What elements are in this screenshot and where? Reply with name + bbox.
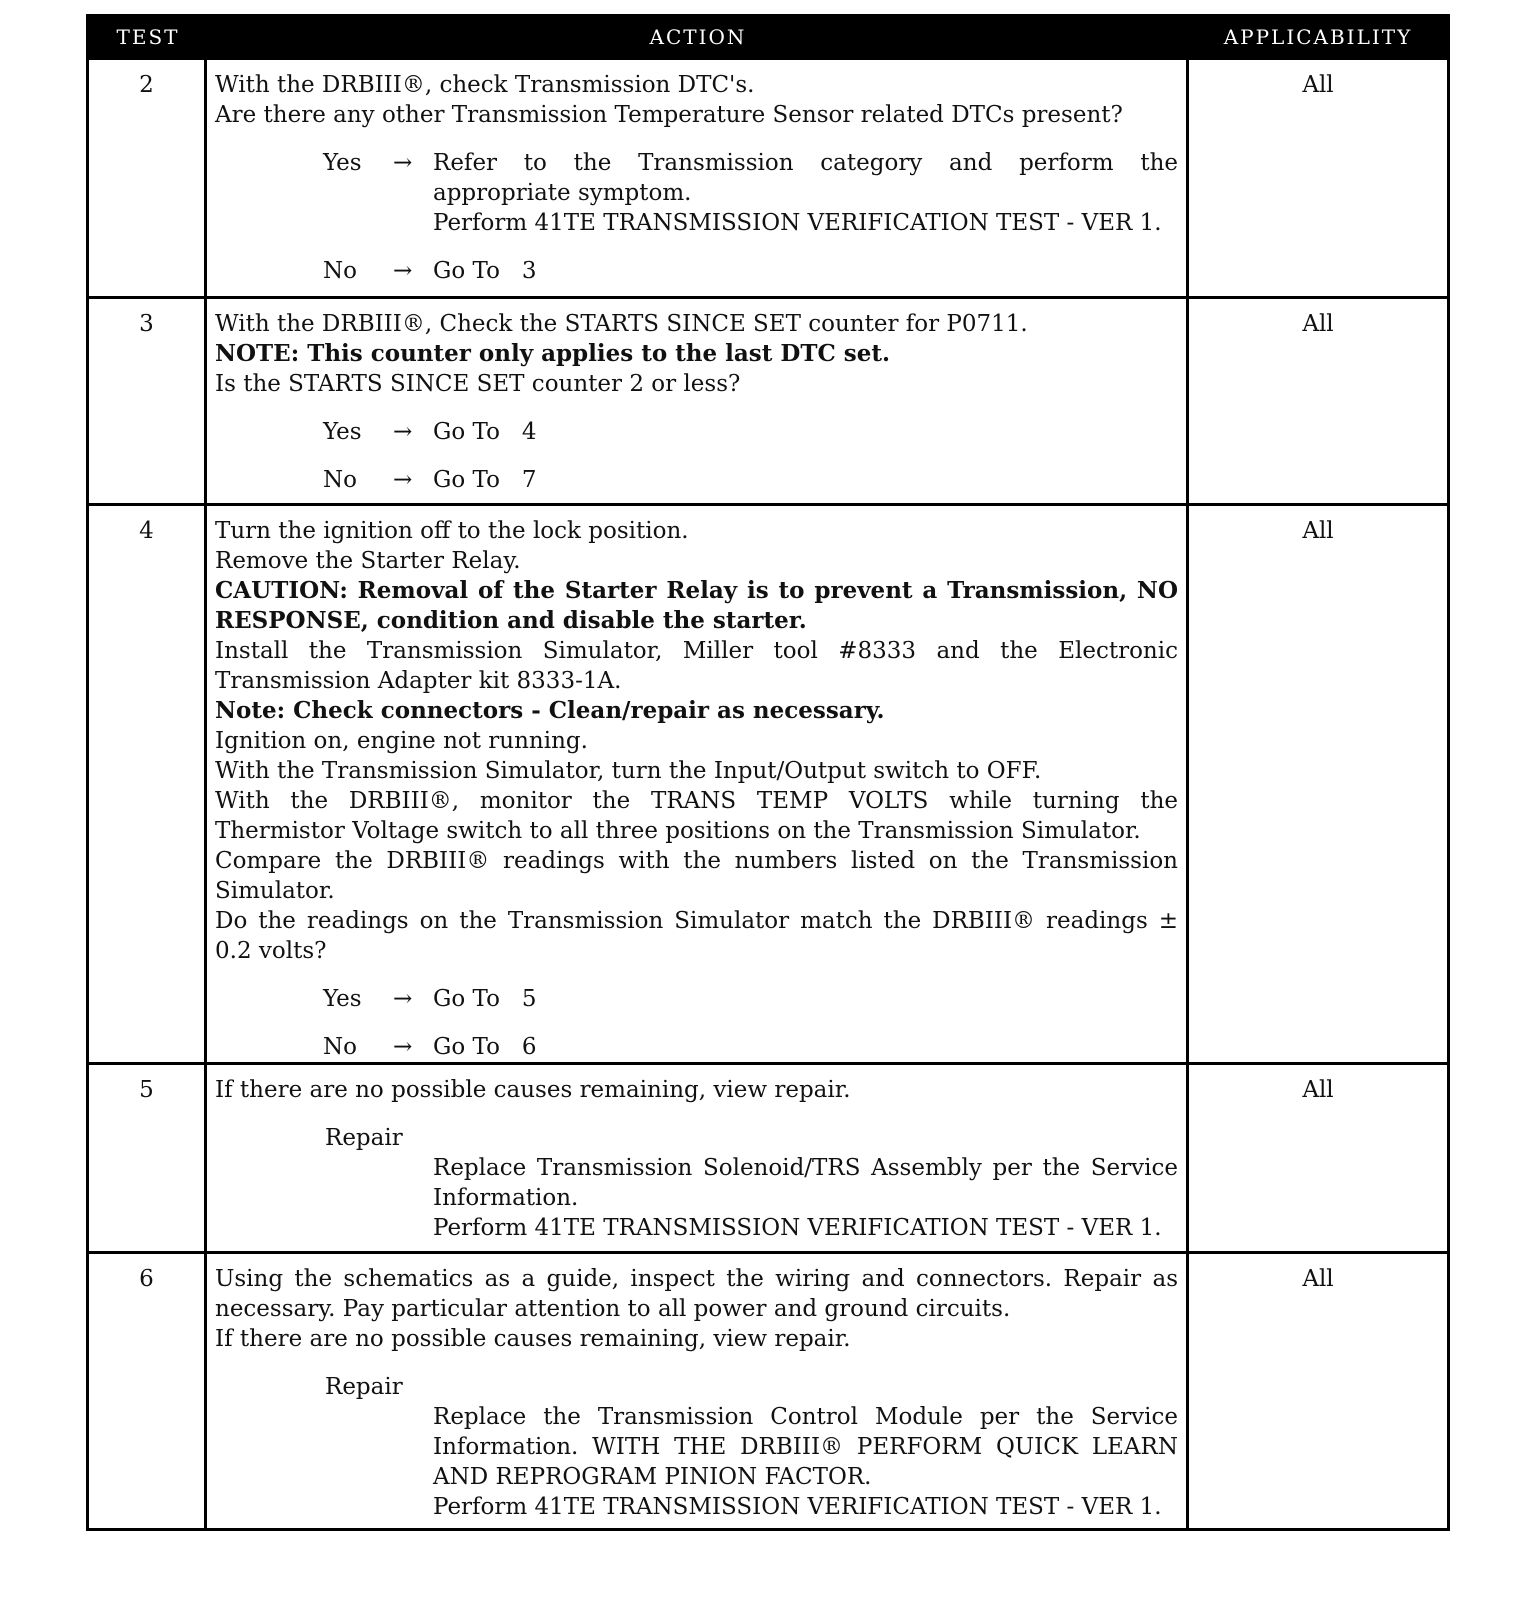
action-line: With the Transmission Simulator, turn the Input/Output switch to OFF. bbox=[215, 758, 1042, 784]
no-branch bbox=[215, 465, 1178, 495]
repair-label: Repair bbox=[325, 1374, 403, 1400]
no-label: No bbox=[323, 1034, 357, 1060]
no-label: No bbox=[323, 258, 357, 284]
no-branch bbox=[215, 1032, 1178, 1062]
test-number: 3 bbox=[89, 299, 207, 503]
arrow-icon: → bbox=[393, 467, 413, 493]
action-line: Are there any other Transmission Temperature Sensor related DTCs present? bbox=[215, 102, 1123, 128]
test-number: 4 bbox=[89, 506, 207, 1062]
action-line: Compare the DRBIII® readings with the numbers listed on the Transmission Simulator. bbox=[215, 848, 1178, 904]
action-line: If there are no possible causes remaining, view repair. bbox=[215, 1077, 851, 1103]
yes-branch bbox=[215, 417, 1178, 447]
arrow-icon: → bbox=[393, 1034, 413, 1060]
repair-body bbox=[433, 1153, 1178, 1243]
no-result: Go To 3 bbox=[433, 258, 537, 284]
yes-branch bbox=[215, 148, 1178, 238]
action-line: Ignition on, engine not running. bbox=[215, 728, 588, 754]
repair-line: Perform 41TE TRANSMISSION VERIFICATION TEST - VER 1. bbox=[433, 1215, 1162, 1241]
arrow-icon: → bbox=[393, 986, 413, 1012]
yes-result-line: Refer to the Transmission category and perform the appropriate symptom. bbox=[433, 150, 1178, 206]
action-line: Turn the ignition off to the lock position. bbox=[215, 518, 689, 544]
test-number: 2 bbox=[89, 60, 207, 296]
note-line: Note: Check connectors - Clean/repair as necessary. bbox=[215, 697, 885, 724]
action-line: If there are no possible causes remaining, view repair. bbox=[215, 1326, 851, 1352]
repair-body bbox=[433, 1402, 1178, 1522]
table-row bbox=[89, 1251, 1447, 1528]
no-label: No bbox=[323, 467, 357, 493]
header-action: ACTION bbox=[649, 25, 747, 49]
yes-label: Yes bbox=[323, 986, 362, 1012]
action-line: Install the Transmission Simulator, Miller tool #8333 and the Electronic Transmission Adapter kit 8333-1A. bbox=[215, 638, 1178, 694]
repair-label: Repair bbox=[325, 1125, 403, 1151]
applicability: All bbox=[1302, 311, 1334, 337]
header-applicability: APPLICABILITY bbox=[1223, 25, 1413, 49]
repair-line: Replace Transmission Solenoid/TRS Assembly per the Service Information. bbox=[433, 1155, 1178, 1211]
repair-line: Replace the Transmission Control Module per the Service Information. WITH THE DRBIII® PERFORM QUICK LEARN AND REPROGRAM PINION FACTOR. bbox=[433, 1404, 1178, 1490]
no-branch bbox=[215, 256, 1178, 286]
action-cell bbox=[207, 60, 1189, 296]
table-row bbox=[89, 1062, 1447, 1251]
table-row bbox=[89, 503, 1447, 1062]
action-line: Is the STARTS SINCE SET counter 2 or less? bbox=[215, 371, 741, 397]
action-line: With the DRBIII®, Check the STARTS SINCE SET counter for P0711. bbox=[215, 311, 1028, 337]
diagnostic-table bbox=[86, 14, 1450, 1531]
test-number: 5 bbox=[89, 1065, 207, 1251]
arrow-icon: → bbox=[393, 419, 413, 445]
action-cell bbox=[207, 1254, 1189, 1528]
yes-result: Go To 5 bbox=[433, 986, 537, 1012]
action-line: Remove the Starter Relay. bbox=[215, 548, 521, 574]
action-line: Using the schematics as a guide, inspect the wiring and connectors. Repair as necessary. Pay particular attention to all power and ground circuits. bbox=[215, 1266, 1178, 1322]
note-line: NOTE: This counter only applies to the last DTC set. bbox=[215, 340, 890, 367]
applicability: All bbox=[1302, 1266, 1334, 1292]
repair-line: Perform 41TE TRANSMISSION VERIFICATION TEST - VER 1. bbox=[433, 1494, 1162, 1520]
no-result: Go To 6 bbox=[433, 1034, 537, 1060]
yes-result: Go To 4 bbox=[433, 419, 537, 445]
table-row bbox=[89, 57, 1447, 296]
test-number: 6 bbox=[89, 1254, 207, 1528]
table-header bbox=[89, 17, 1447, 57]
action-cell bbox=[207, 506, 1189, 1062]
yes-label: Yes bbox=[323, 150, 362, 176]
action-cell bbox=[207, 299, 1189, 503]
table-row bbox=[89, 296, 1447, 503]
action-line: With the DRBIII®, check Transmission DTC's. bbox=[215, 72, 755, 98]
action-cell bbox=[207, 1065, 1189, 1251]
no-result: Go To 7 bbox=[433, 467, 537, 493]
caution-line: CAUTION: Removal of the Starter Relay is to prevent a Transmission, NO RESPONSE, condition and disable the starter. bbox=[215, 577, 1178, 634]
header-test: TEST bbox=[116, 25, 180, 49]
yes-label: Yes bbox=[323, 419, 362, 445]
yes-branch bbox=[215, 984, 1178, 1014]
yes-result-line: Perform 41TE TRANSMISSION VERIFICATION TEST - VER 1. bbox=[433, 210, 1162, 236]
applicability: All bbox=[1302, 72, 1334, 98]
action-line: Do the readings on the Transmission Simulator match the DRBIII® readings ± 0.2 volts? bbox=[215, 908, 1178, 964]
arrow-icon: → bbox=[393, 150, 413, 176]
arrow-icon: → bbox=[393, 258, 413, 284]
action-line: With the DRBIII®, monitor the TRANS TEMP VOLTS while turning the Thermistor Voltage switch to all three positions on the Transmission Simulator. bbox=[215, 788, 1178, 844]
applicability: All bbox=[1302, 1077, 1334, 1103]
applicability: All bbox=[1302, 518, 1334, 544]
